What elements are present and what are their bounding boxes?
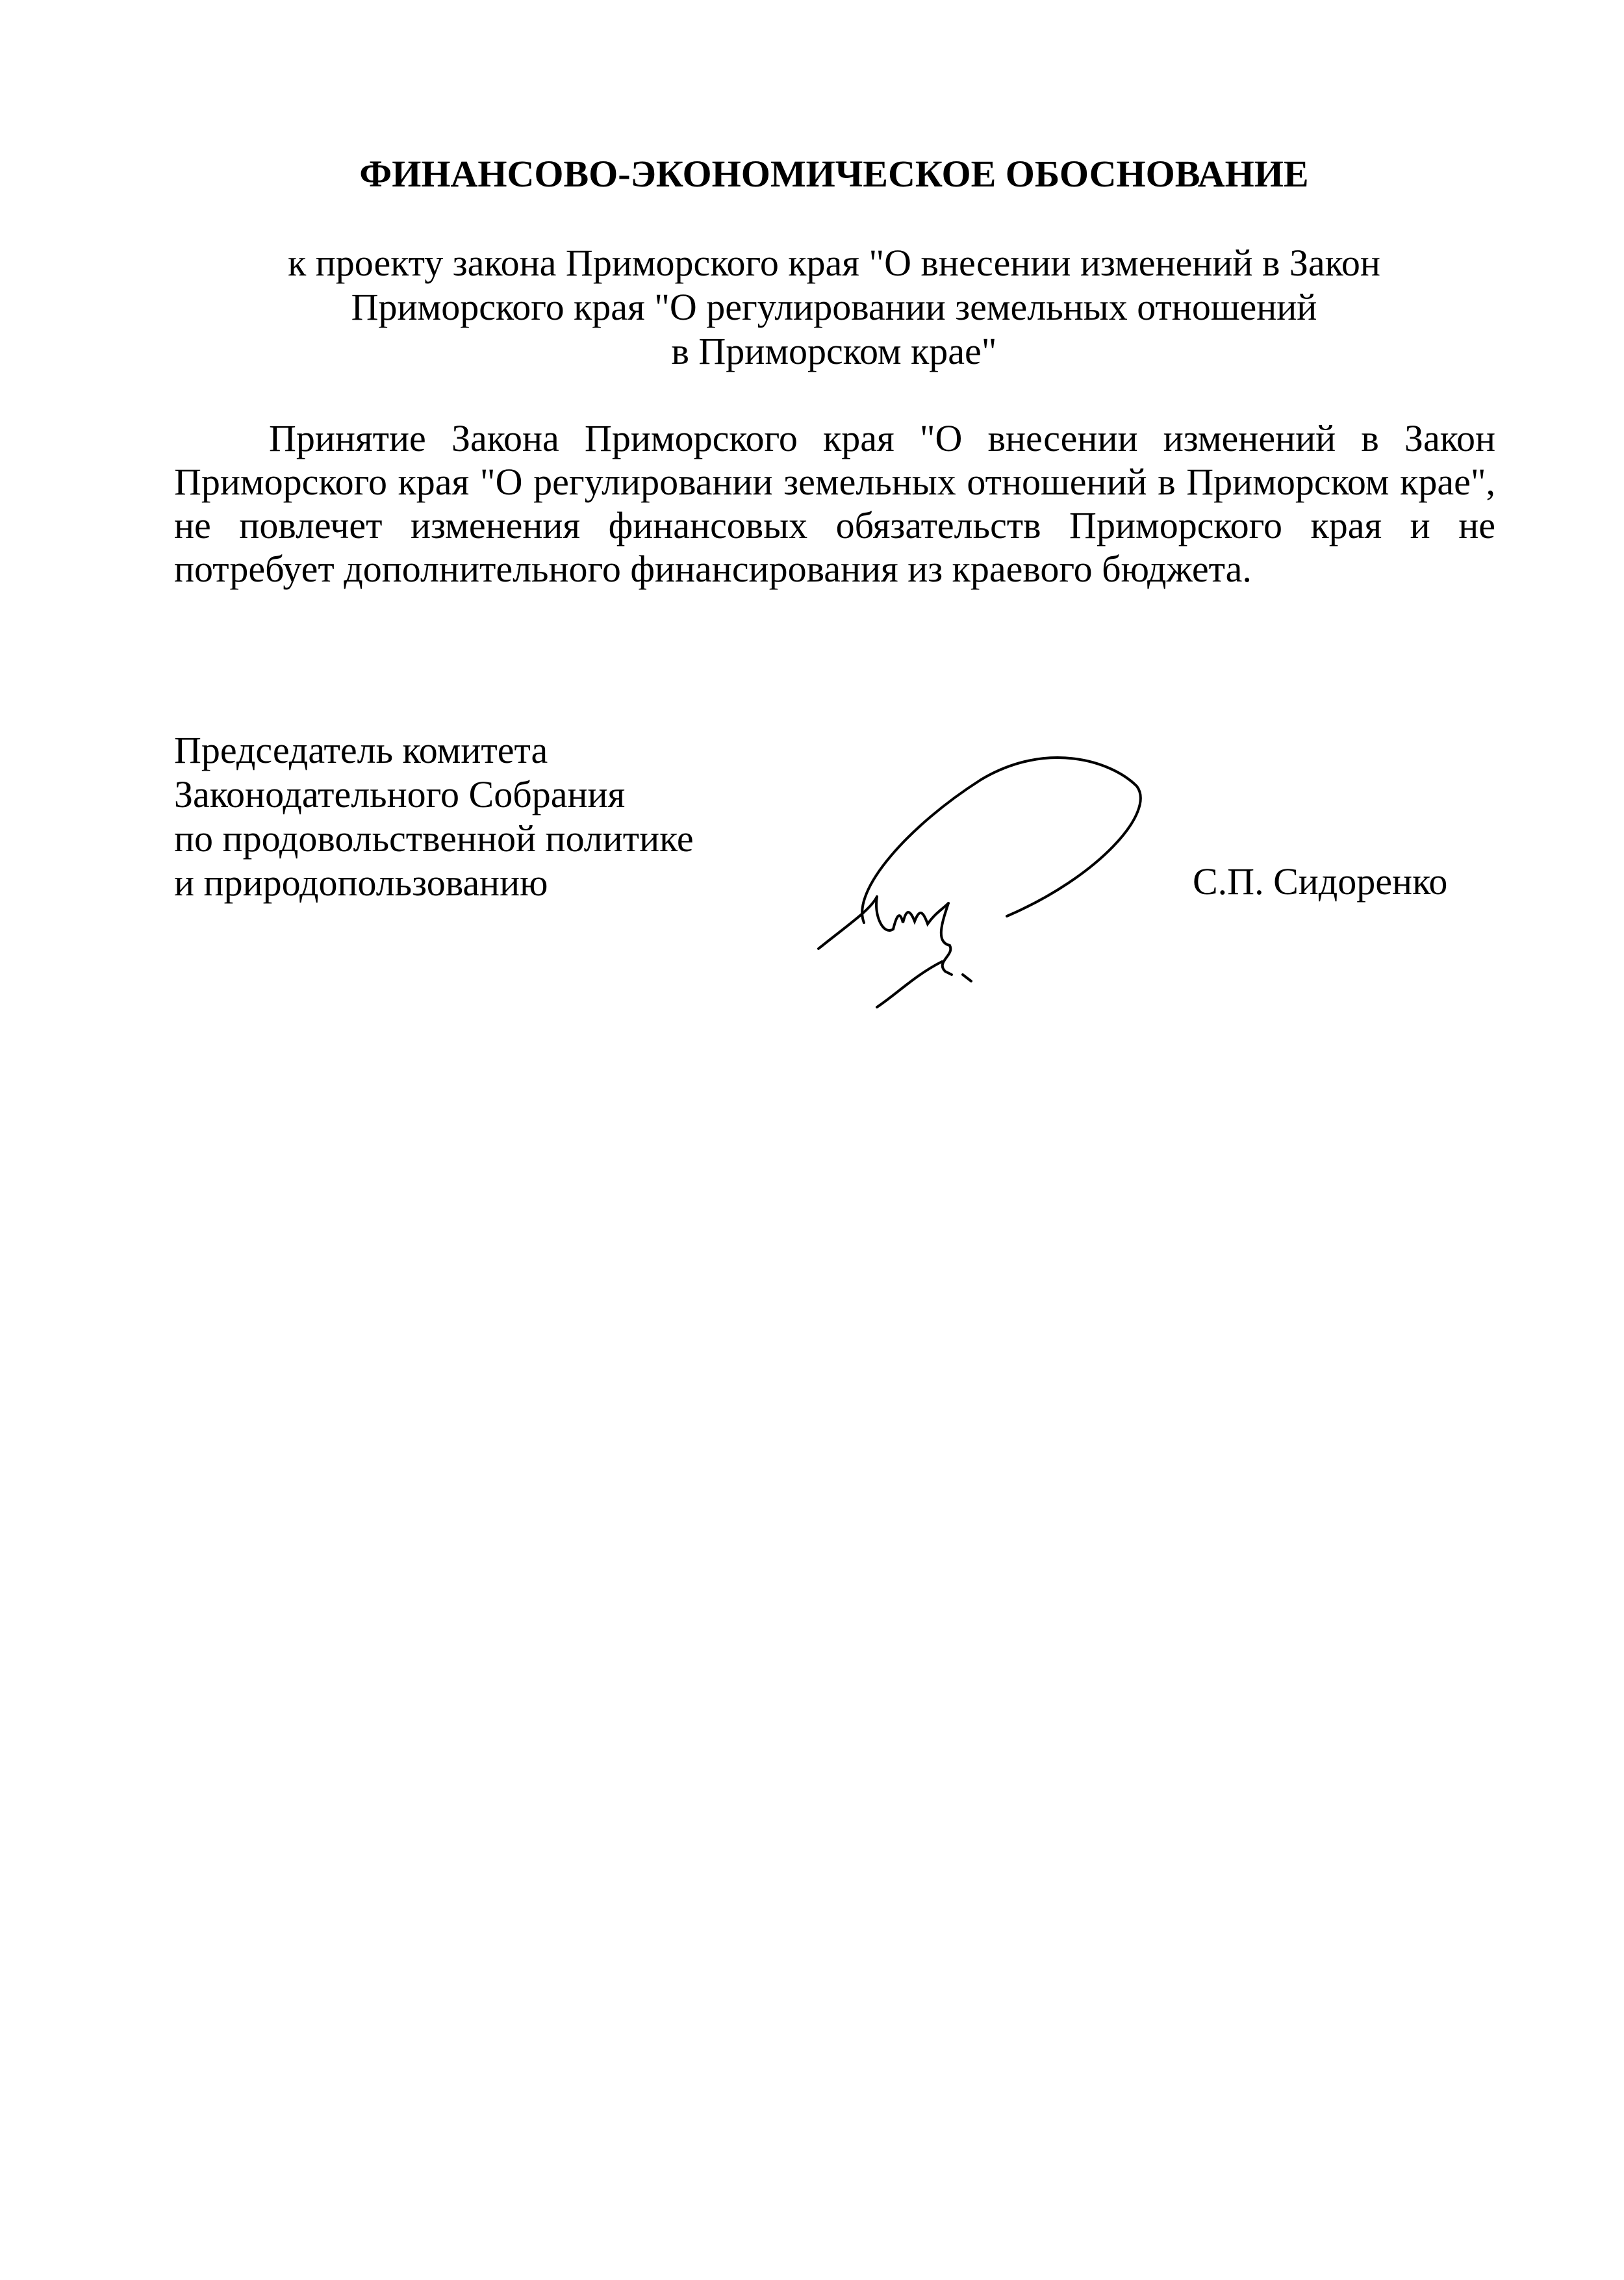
position-line-2: Законодательного Собрания [174,773,626,815]
subtitle-line-2: Приморского края "О регулировании земельных отношений [351,286,1317,328]
subtitle-line-1: к проекту закона Приморского края "О внесении изменений в Закон [288,242,1380,284]
position-line-4: и природопользованию [174,862,548,904]
document-title: ФИНАНСОВО-ЭКОНОМИЧЕСКОЕ ОБОСНОВАНИЕ [359,153,1309,195]
position-line-1: Председатель комитета [174,729,548,771]
handwritten-signature [812,747,1163,1014]
signatory-name: С.П. Сидоренко [1193,860,1448,903]
signatory-position [174,728,694,905]
body-paragraph: Принятие Закона Приморского края "О внесении изменений в Закон Приморского края "О регулировании земельных отношений в Приморском крае", не повлечет изменения финансовых обязательств Приморского края и не потребует дополнительного финансирования из краевого бюджета. [174,417,1495,590]
position-line-3: по продовольственной политике [174,817,694,860]
subtitle-line-3: в Приморском крае" [671,330,997,372]
